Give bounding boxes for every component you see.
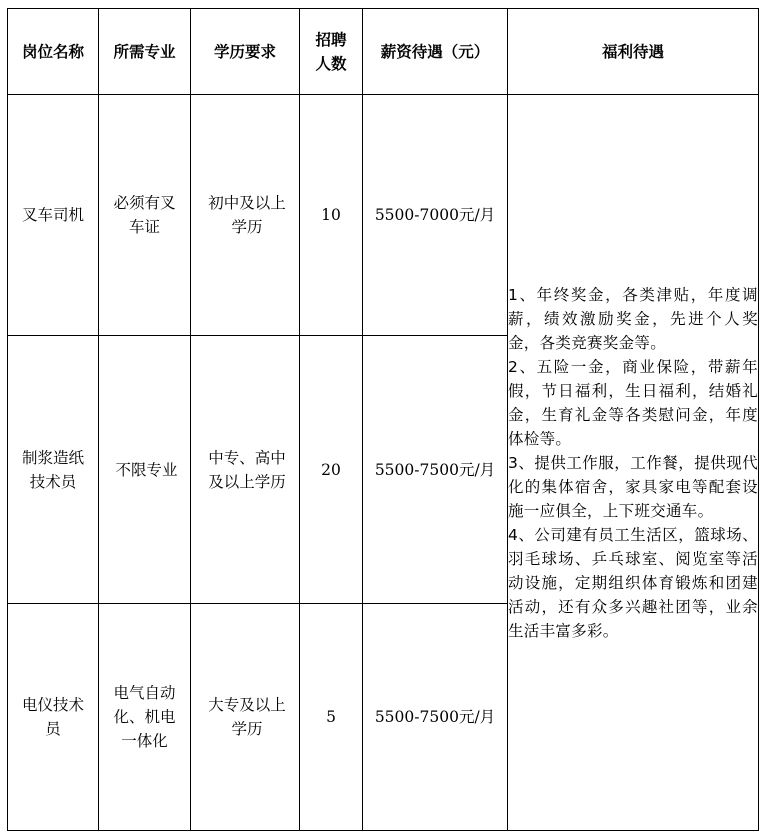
header-education: 学历要求 xyxy=(191,9,300,95)
position-cell: 叉车司机 xyxy=(8,95,99,336)
education-cell: 大专及以上学历 xyxy=(191,604,300,831)
benefit-item: 3、提供工作服，工作餐，提供现代化的集体宿舍，家具家电等配套设施一应俱全，上下班交通车。 xyxy=(508,453,758,520)
salary-cell: 5500-7500元/月 xyxy=(363,604,508,831)
benefits-cell xyxy=(508,95,759,831)
header-position: 岗位名称 xyxy=(8,9,99,95)
salary-cell: 5500-7500元/月 xyxy=(363,336,508,604)
count-cell: 10 xyxy=(300,95,363,336)
count-cell: 20 xyxy=(300,336,363,604)
count-cell: 5 xyxy=(300,604,363,831)
salary-cell: 5500-7000元/月 xyxy=(363,95,508,336)
major-cell: 不限专业 xyxy=(99,336,191,604)
header-salary: 薪资待遇（元） xyxy=(363,9,508,95)
education-cell: 初中及以上学历 xyxy=(191,95,300,336)
table-row xyxy=(8,95,759,336)
position-cell: 制浆造纸技术员 xyxy=(8,336,99,604)
header-row xyxy=(8,9,759,95)
major-cell: 电气自动化、机电一体化 xyxy=(99,604,191,831)
benefit-item: 1、年终奖金，各类津贴，年度调薪，绩效激励奖金，先进个人奖金，各类竞赛奖金等。 xyxy=(508,285,758,352)
position-cell: 电仪技术员 xyxy=(8,604,99,831)
header-major: 所需专业 xyxy=(99,9,191,95)
recruitment-table xyxy=(7,8,759,831)
header-count: 招聘人数 xyxy=(300,9,363,95)
benefit-item: 4、公司建有员工生活区，篮球场、羽毛球场、乒乓球室、阅览室等活动设施，定期组织体育锻炼和团建活动，还有众多兴趣社团等，业余生活丰富多彩。 xyxy=(508,525,758,640)
education-cell: 中专、高中及以上学历 xyxy=(191,336,300,604)
benefit-item: 2、五险一金，商业保险，带薪年假，节日福利，生日福利，结婚礼金，生育礼金等各类慰问金，年度体检等。 xyxy=(508,357,758,448)
major-cell: 必须有叉车证 xyxy=(99,95,191,336)
header-benefits: 福利待遇 xyxy=(508,9,759,95)
